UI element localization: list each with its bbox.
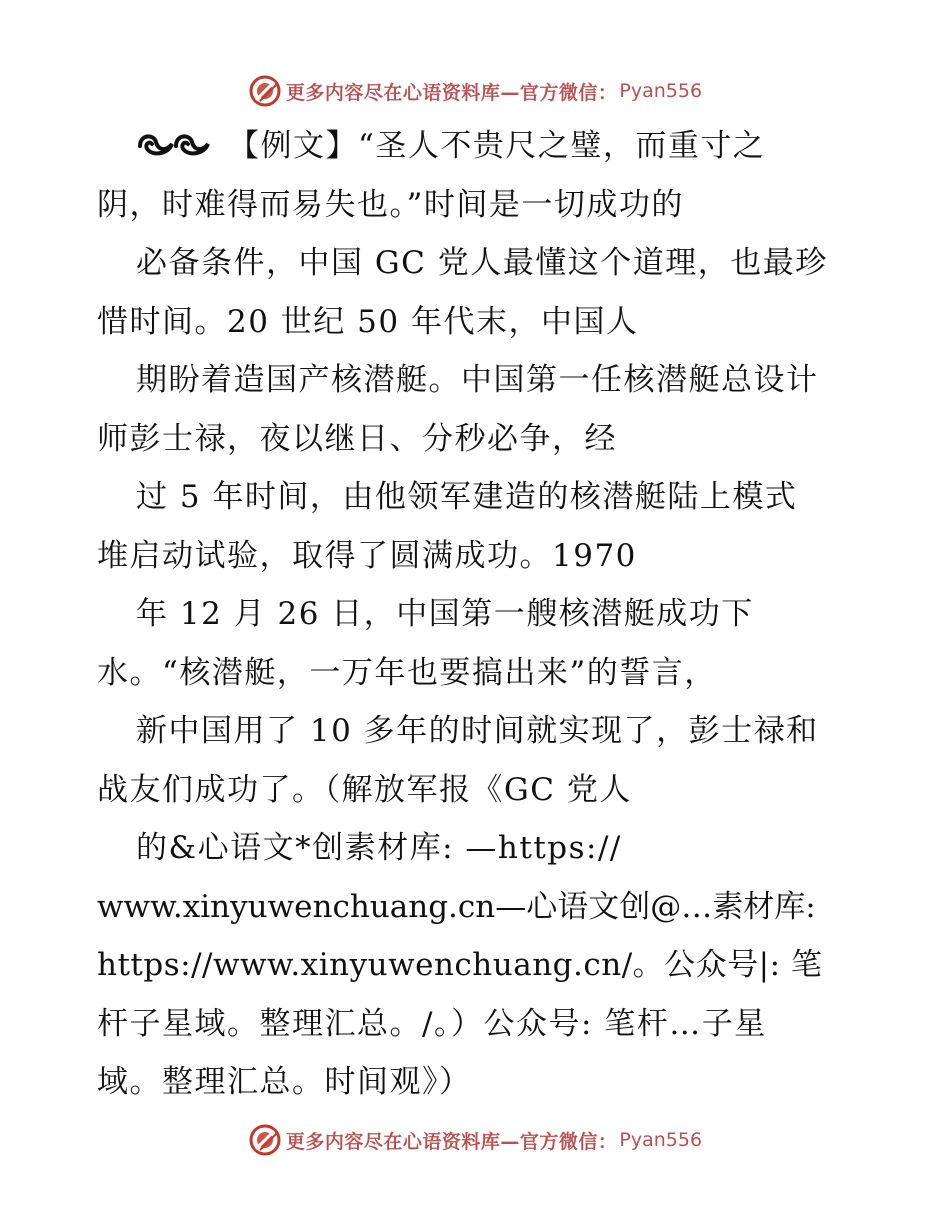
article-line-7: 过 5 年时间，由他领军建造的核潜艇陆上模式: [136, 479, 798, 515]
header-wechat-id: Pyan556: [619, 80, 703, 102]
article-line-14: www.xinyuwenchuang.cn—心语文创@…素材库:: [97, 889, 816, 925]
footer-banner-text: 更多内容尽在心语资料库—官方微信：: [285, 1130, 618, 1153]
logo-icon: [248, 74, 282, 108]
article-line-11: 新中国用了 10 多年的时间就实现了，彭士禄和: [136, 713, 819, 749]
header-banner-text: 更多内容尽在心语资料库—官方微信：: [285, 81, 618, 104]
header-banner: [0, 74, 950, 108]
article-line-6: 师彭士禄，夜以继日、分秒必争，经: [97, 421, 617, 457]
article-text: 【例文】“圣人不贵尺之璧，而重寸之: [228, 128, 766, 164]
article-line-13: 的&心语文*创素材库: —https://: [136, 830, 622, 866]
article-line-8: 堆启动试验，取得了圆满成功。1970: [97, 538, 637, 574]
article-line-2: 阴，时难得而易失也。”时间是一切成功的: [97, 187, 684, 223]
article-line-9: 年 12 月 26 日，中国第一艘核潜艇成功下: [136, 596, 754, 632]
footer-banner: [0, 1123, 950, 1157]
article-line-15: https://www.xinyuwenchuang.cn/。公众号|: 笔: [97, 947, 823, 983]
article-body: [0, 124, 950, 1114]
logo-icon: [248, 1123, 282, 1157]
article-line-3: 必备条件，中国 GC 党人最懂这个道理，也最珍: [136, 245, 828, 281]
article-line-1: [136, 124, 765, 168]
article-line-4: 惜时间。20 世纪 50 年代末，中国人: [97, 304, 639, 340]
article-line-16: 杆子星域。整理汇总。/。）公众号: 笔杆…子星: [97, 1006, 767, 1042]
article-line-12: 战友们成功了。（解放军报《GC 党人: [97, 772, 632, 808]
article-line-17: 域。整理汇总。时间观》）: [97, 1064, 472, 1100]
ornament-icon: [136, 128, 214, 160]
footer-wechat-id: Pyan556: [619, 1129, 703, 1151]
article-line-10: 水。“核潜艇，一万年也要搞出来”的誓言，: [97, 655, 717, 691]
article-line-5: 期盼着造国产核潜艇。中国第一任核潜艇总设计: [136, 362, 819, 398]
